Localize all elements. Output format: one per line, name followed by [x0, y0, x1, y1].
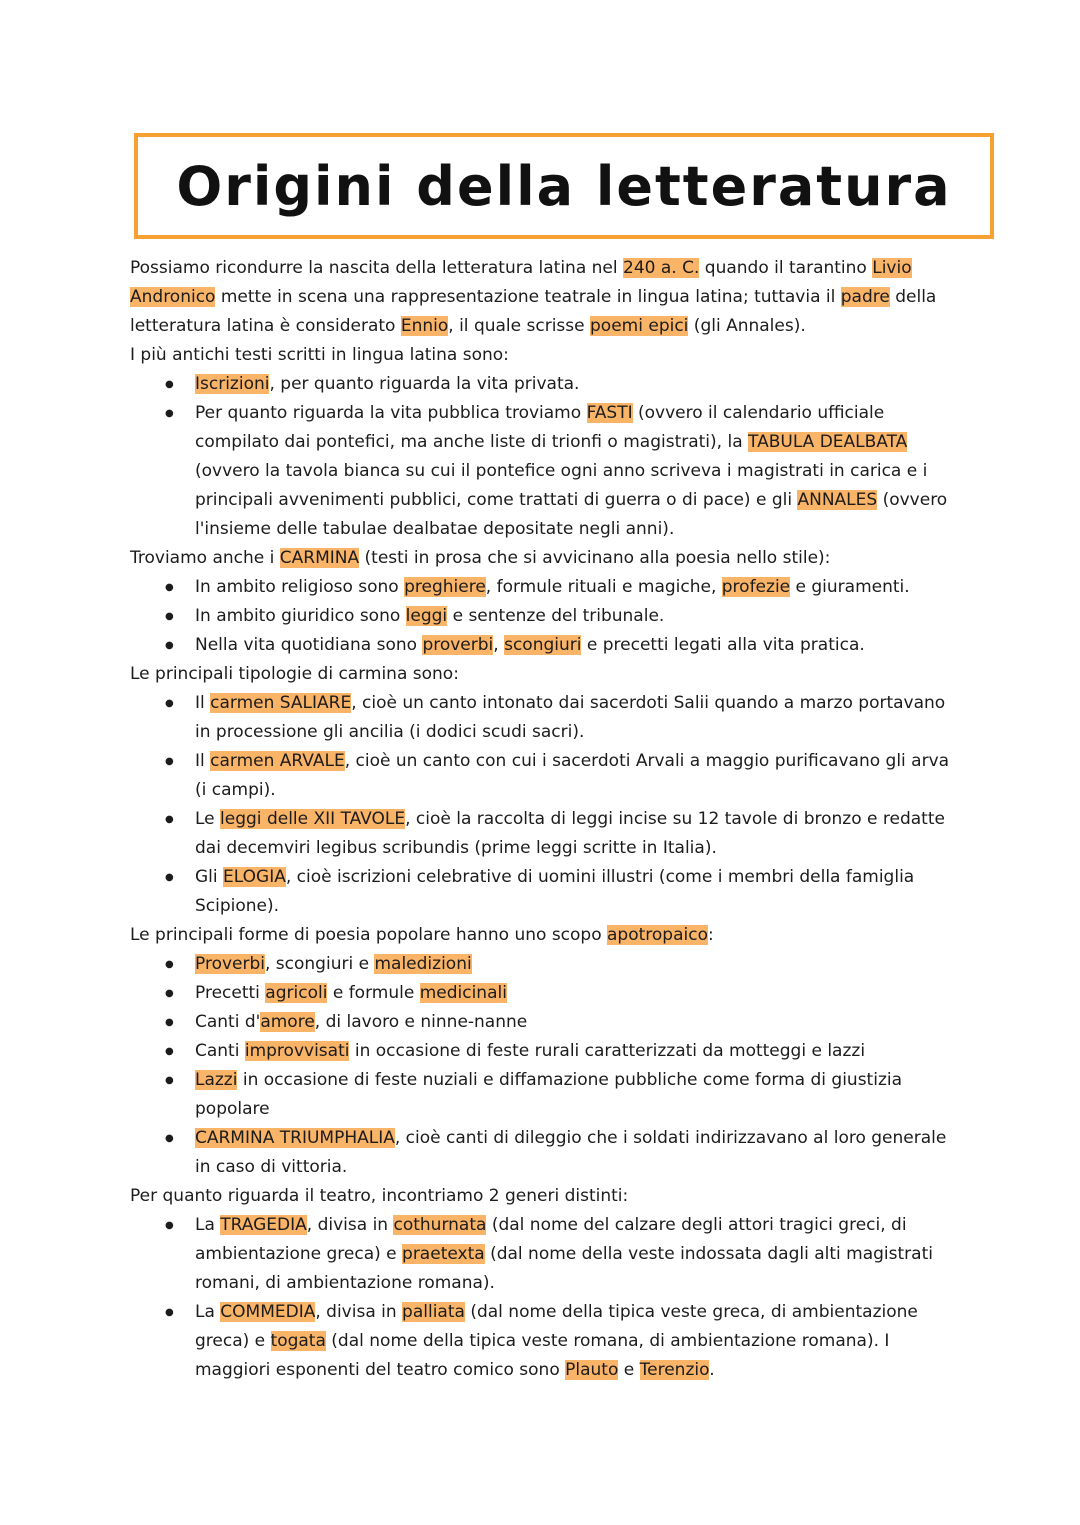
highlight: profezie	[721, 577, 791, 597]
list-item: ● Il carmen SALIARE, cioè un canto intonato dai sacerdoti Salii quando a marzo portavano in processione gli ancilia (i dodici scudi sacri).	[195, 689, 950, 747]
highlight: TABULA DEALBATA	[748, 432, 908, 452]
intro-paragraph: Possiamo ricondurre la nascita della letteratura latina nel 240 a. C. quando il tarantino Livio Andronico mette in scena una rappresentazione teatrale in lingua latina; tuttavia il padre della letteratura latina è considerato Ennio, il quale scrisse poemi epici (gli Annales).	[130, 258, 937, 336]
page-title: Origini della letteratura	[176, 154, 952, 218]
highlight: amore	[260, 1012, 315, 1032]
highlight: FASTI	[586, 403, 633, 423]
highlight: carmen SALIARE	[210, 693, 352, 713]
highlight: TRAGEDIA	[220, 1215, 307, 1235]
teatro-heading: Per quanto riguarda il teatro, incontriamo 2 generi distinti:	[130, 1186, 629, 1206]
highlight: Terenzio	[639, 1360, 710, 1380]
list-item: ● Il carmen ARVALE, cioè un canto con cui i sacerdoti Arvali a maggio purificavano gli arva (i campi).	[195, 747, 950, 805]
ancient-texts-list	[130, 370, 950, 544]
highlight: ELOGIA	[223, 867, 286, 887]
list-item: ● Precetti agricoli e formule medicinali	[195, 979, 950, 1008]
carmina-heading: Troviamo anche i CARMINA (testi in prosa che si avvicinano alla poesia nello stile):	[130, 548, 831, 568]
document-body	[130, 254, 950, 1385]
list-item: ● Le leggi delle XII TAVOLE, cioè la raccolta di leggi incise su 12 tavole di bronzo e redatte dai decemviri legibus scribundis (prime leggi scritte in Italia).	[195, 805, 950, 863]
teatro-list	[130, 1211, 950, 1385]
highlight: CARMINA TRIUMPHALIA	[195, 1128, 395, 1148]
list-item: ● Canti improvvisati in occasione di feste rurali caratterizzati da motteggi e lazzi	[195, 1037, 950, 1066]
highlight: Proverbi	[195, 954, 265, 974]
highlight: Ennio	[400, 316, 449, 336]
highlight: proverbi	[422, 635, 494, 655]
highlight: agricoli	[265, 983, 328, 1003]
highlight: togata	[270, 1331, 326, 1351]
highlight: Livio Andronico	[130, 258, 912, 307]
list-item: ● Per quanto riguarda la vita pubblica troviamo FASTI (ovvero il calendario ufficiale compilato dai pontefici, ma anche liste di trionfi o magistrati), la TABULA DEALBATA (ovvero la tavola bianca su cui il pontefice ogni anno scriveva i magistrati in carica e i principali avvenimenti pubblici, come trattati di guerra o di pace) e gli ANNALES (ovvero l'insieme delle tabulae dealbatae depositate negli anni).	[195, 399, 950, 544]
list-item: ● Canti d'amore, di lavoro e ninne-nanne	[195, 1008, 950, 1037]
carmina-list	[130, 573, 950, 660]
highlight: Lazzi	[195, 1070, 238, 1090]
tipologie-list	[130, 689, 950, 921]
poesia-popolare-heading: Le principali forme di poesia popolare hanno uno scopo apotropaico:	[130, 925, 714, 945]
title-box	[134, 133, 994, 239]
highlight: preghiere	[404, 577, 486, 597]
list-item: ● La COMMEDIA, divisa in palliata (dal nome della tipica veste greca, di ambientazione greca) e togata (dal nome della tipica veste romana, di ambientazione romana). I maggiori esponenti del teatro comico sono Plauto e Terenzio.	[195, 1298, 950, 1385]
list-item: ● Proverbi, scongiuri e maledizioni	[195, 950, 950, 979]
highlight: maledizioni	[374, 954, 472, 974]
highlight: Plauto	[565, 1360, 619, 1380]
list-item: ● In ambito religioso sono preghiere, formule rituali e magiche, profezie e giuramenti.	[195, 573, 950, 602]
highlight: carmen ARVALE	[210, 751, 345, 771]
highlight: poemi epici	[590, 316, 689, 336]
highlight: padre	[840, 287, 890, 307]
highlight: ANNALES	[797, 490, 878, 510]
highlight: COMMEDIA	[220, 1302, 316, 1322]
highlight: praetexta	[402, 1244, 485, 1264]
list-item: ● In ambito giuridico sono leggi e sentenze del tribunale.	[195, 602, 950, 631]
list-item: ● CARMINA TRIUMPHALIA, cioè canti di dileggio che i soldati indirizzavano al loro generale in caso di vittoria.	[195, 1124, 950, 1182]
highlight: scongiuri	[504, 635, 582, 655]
poesia-popolare-list	[130, 950, 950, 1182]
highlight: apotropaico	[607, 925, 708, 945]
list-item: ● La TRAGEDIA, divisa in cothurnata (dal nome del calzare degli attori tragici greci, di ambientazione greca) e praetexta (dal nome della veste indossata dagli alti magistrati romani, di ambientazione romana).	[195, 1211, 950, 1298]
highlight: palliata	[402, 1302, 465, 1322]
highlight: 240 a. C.	[623, 258, 700, 278]
list-item: ● Gli ELOGIA, cioè iscrizioni celebrative di uomini illustri (come i membri della famiglia Scipione).	[195, 863, 950, 921]
highlight: improvvisati	[244, 1041, 350, 1061]
ancient-texts-heading: I più antichi testi scritti in lingua latina sono:	[130, 345, 509, 365]
list-item: ● Iscrizioni, per quanto riguarda la vita privata.	[195, 370, 950, 399]
highlight: cothurnata	[393, 1215, 487, 1235]
list-item: ● Nella vita quotidiana sono proverbi, scongiuri e precetti legati alla vita pratica.	[195, 631, 950, 660]
list-item: ● Lazzi in occasione di feste nuziali e diffamazione pubbliche come forma di giustizia popolare	[195, 1066, 950, 1124]
tipologie-heading: Le principali tipologie di carmina sono:	[130, 664, 459, 684]
highlight: leggi delle XII TAVOLE	[220, 809, 406, 829]
highlight: medicinali	[419, 983, 507, 1003]
highlight: leggi	[405, 606, 448, 626]
highlight: Iscrizioni	[195, 374, 270, 394]
highlight: CARMINA	[279, 548, 360, 568]
